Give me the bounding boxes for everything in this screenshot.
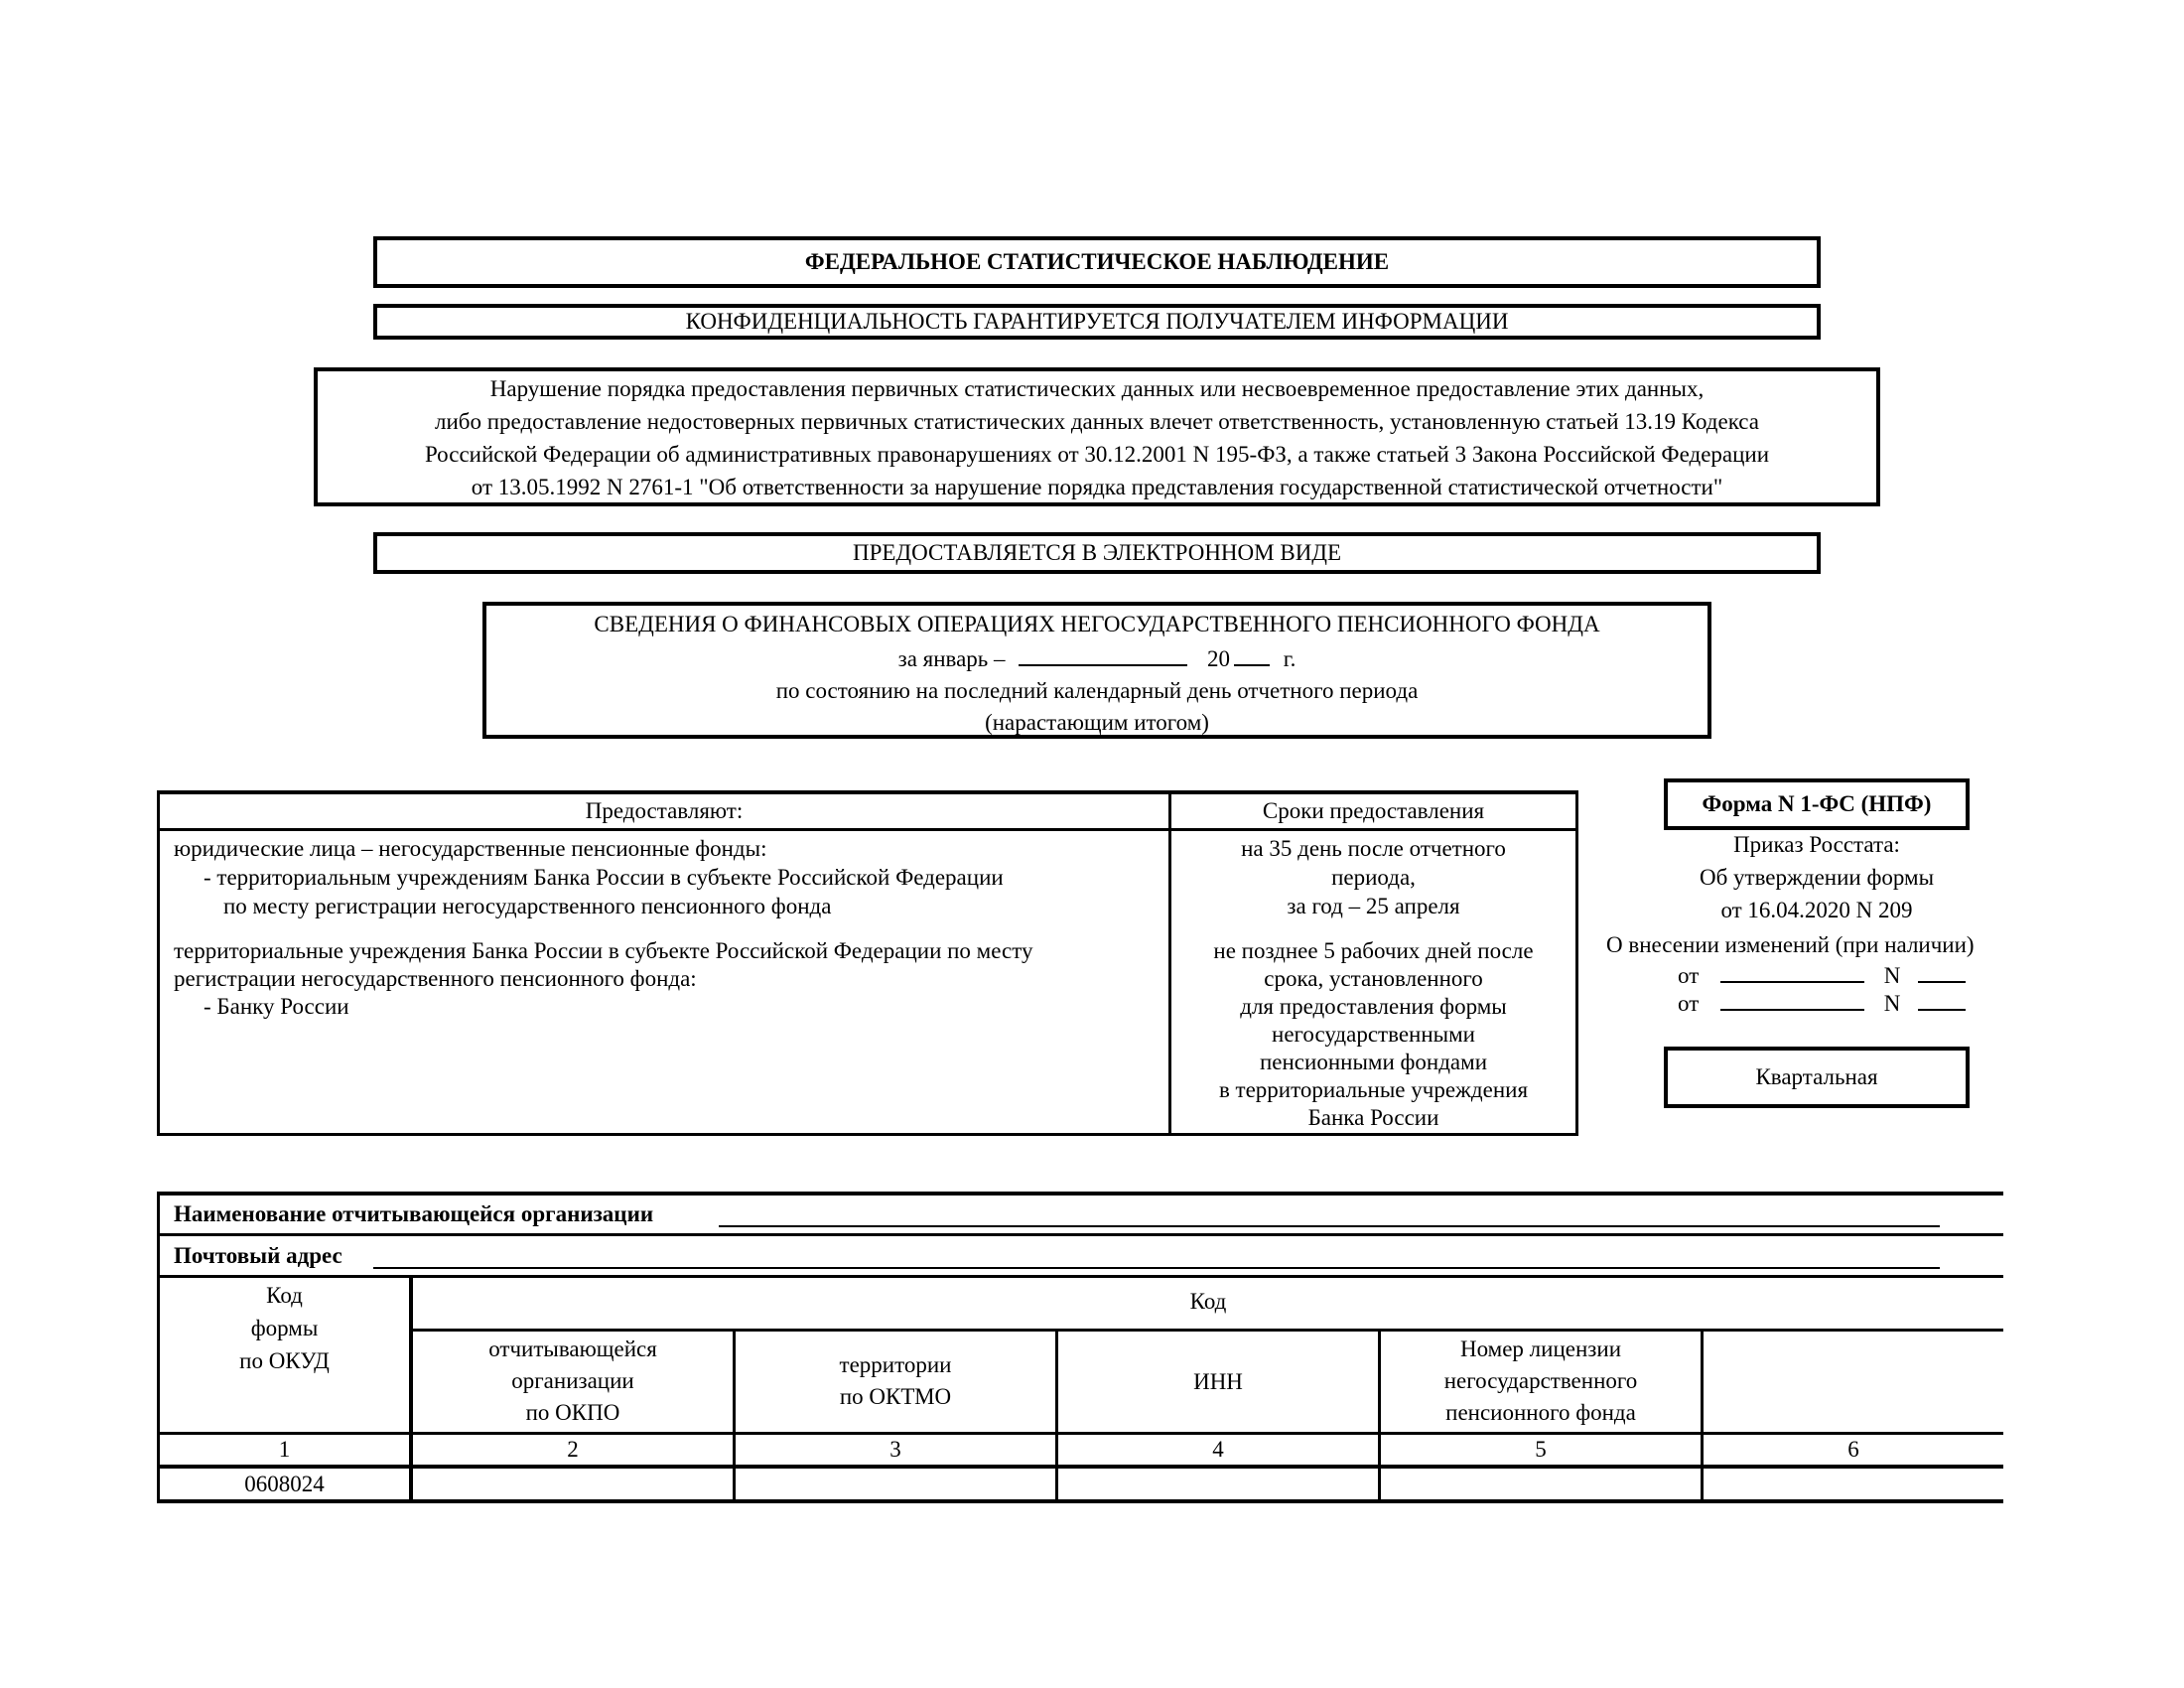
column-number: 6 <box>1847 1437 1859 1462</box>
report-state-line: по состоянию на последний календарный день отчетного периода <box>775 678 1419 703</box>
changes-line <box>1606 929 2003 961</box>
number-label: N <box>1883 991 1901 1016</box>
electronic-box <box>373 532 1821 574</box>
okud-header-line: по ОКУД <box>239 1348 330 1373</box>
report-cumulative: (нарастающим итогом) <box>985 710 1209 735</box>
report-title: СВЕДЕНИЯ О ФИНАНСОВЫХ ОПЕРАЦИЯХ НЕГОСУДАРСТВЕННОГО ПЕНСИОННОГО ФОНДА <box>594 612 1600 636</box>
from-label: от <box>1678 991 1700 1016</box>
okud-header-line: формы <box>250 1316 319 1340</box>
deadline-line: за год – 25 апреля <box>1287 894 1460 918</box>
license-header <box>1381 1334 1701 1429</box>
submitter-line: юридические лица – негосударственные пенсионные фонды: <box>174 836 767 861</box>
federal-observation-title: ФЕДЕРАЛЬНОЕ СТАТИСТИЧЕСКОЕ НАБЛЮДЕНИЕ <box>804 249 1390 274</box>
submitter-line: регистрации негосударственного пенсионного фонда: <box>174 966 697 991</box>
year-prefix: 20 <box>1207 646 1231 671</box>
okpo-header-line: по ОКПО <box>525 1400 620 1425</box>
oktmo-value-field[interactable] <box>736 1469 1055 1499</box>
periodicity-box <box>1664 1047 1970 1108</box>
confidentiality-box <box>373 304 1821 340</box>
deadline-line: периода, <box>1331 865 1416 890</box>
submitter-line: - территориальным учреждениям Банка России в субъекте Российской Федерации <box>204 865 1004 890</box>
submitters-block-1 <box>174 834 1157 920</box>
codes-table <box>157 1192 2003 1505</box>
change-row-1 <box>1678 961 1995 990</box>
change-row-2 <box>1678 989 1995 1018</box>
warning-line: Нарушение порядка предоставления первичных статистических данных или несвоевременное предоставление этих данных, <box>489 376 1705 401</box>
changes-text: О внесении изменений (при наличии) <box>1606 932 1975 957</box>
change-number-field-2[interactable] <box>1918 989 1966 1011</box>
report-period <box>486 640 1707 675</box>
submitter-line: - Банку России <box>204 994 349 1019</box>
org-name-field[interactable] <box>719 1225 1940 1227</box>
change-number-field-1[interactable] <box>1918 961 1966 983</box>
number-label: N <box>1883 963 1901 988</box>
warning-line: от 13.05.1992 N 2761-1 "Об ответственности за нарушение порядка представления государственной статистической отчетности" <box>471 475 1723 499</box>
from-label: от <box>1678 963 1700 988</box>
okud-header-line: Код <box>266 1283 303 1308</box>
electronic-text: ПРЕДОСТАВЛЯЕТСЯ В ЭЛЕКТРОННОМ ВИДЕ <box>852 540 1342 565</box>
deadline-line: в территориальные учреждения <box>1218 1077 1529 1102</box>
column-number: 4 <box>1212 1437 1224 1462</box>
deadline-block-1 <box>1171 834 1575 920</box>
order-line: Приказ Росстата: <box>1733 832 1900 857</box>
address-label: Почтовый адрес <box>174 1243 342 1268</box>
submitters-header: Предоставляют: <box>585 798 744 823</box>
warning-line: Российской Федерации об административных правонарушениях от 30.12.2001 N 195-ФЗ, а также статьей 3 Закона Российской Федерации <box>424 442 1770 467</box>
form-number-box <box>1664 778 1970 830</box>
column-number: 2 <box>567 1437 579 1462</box>
federal-observation-box <box>373 236 1821 288</box>
column-number: 3 <box>889 1437 901 1462</box>
order-line: Об утверждении формы <box>1699 865 1935 890</box>
deadlines-header: Сроки предоставления <box>1262 798 1485 823</box>
okpo-header <box>413 1334 733 1429</box>
license-header-line: негосударственного <box>1443 1368 1638 1393</box>
deadline-line: пенсионными фондами <box>1259 1050 1487 1074</box>
deadline-line: Банка России <box>1307 1105 1439 1130</box>
deadline-line: для предоставления формы <box>1240 994 1507 1019</box>
confidentiality-text: КОНФИДЕНЦИАЛЬНОСТЬ ГАРАНТИРУЕТСЯ ПОЛУЧАТЕЛЕМ ИНФОРМАЦИИ <box>685 309 1509 334</box>
license-header-line: Номер лицензии <box>1460 1336 1621 1361</box>
change-date-field-2[interactable] <box>1720 989 1864 1011</box>
okud-header <box>160 1279 409 1377</box>
deadline-line: негосударственными <box>1272 1022 1475 1047</box>
oktmo-header <box>736 1349 1055 1413</box>
org-name-label: Наименование отчитывающейся организации <box>174 1201 654 1226</box>
oktmo-header-line: территории <box>839 1352 952 1377</box>
warning-line: либо предоставление недостоверных первичных статистических данных влечет ответственность, установленную статьей 13.19 Кодекса <box>435 409 1759 434</box>
period-end-field[interactable] <box>1019 640 1187 666</box>
address-field[interactable] <box>373 1267 1940 1269</box>
okud-code-value: 0608024 <box>244 1472 325 1496</box>
submitter-line: по месту регистрации негосударственного пенсионного фонда <box>223 894 832 918</box>
change-date-field-1[interactable] <box>1720 961 1864 983</box>
order-info <box>1598 828 2035 926</box>
periodicity-text: Квартальная <box>1755 1064 1878 1089</box>
submitters-block-2 <box>174 937 1166 1021</box>
inn-header: ИНН <box>1193 1369 1243 1394</box>
column-number: 5 <box>1535 1437 1547 1462</box>
deadline-block-2 <box>1171 937 1575 1132</box>
period-prefix: за январь – <box>897 646 1006 671</box>
submitter-line: территориальные учреждения Банка России в субъекте Российской Федерации по месту <box>174 938 1033 963</box>
form-number: Форма N 1-ФС (НПФ) <box>1702 791 1932 816</box>
year-suffix: г. <box>1283 646 1297 671</box>
order-line: от 16.04.2020 N 209 <box>1720 898 1913 922</box>
col6-value-field[interactable] <box>1704 1469 2003 1499</box>
year-field[interactable] <box>1234 640 1270 666</box>
deadline-line: срока, установленного <box>1264 966 1483 991</box>
code-header: Код <box>1189 1289 1227 1314</box>
okpo-value-field[interactable] <box>413 1469 733 1499</box>
license-value-field[interactable] <box>1381 1469 1701 1499</box>
license-header-line: пенсионного фонда <box>1445 1400 1636 1425</box>
column-number: 1 <box>278 1437 291 1462</box>
report-title-box <box>482 602 1711 739</box>
deadline-line: не позднее 5 рабочих дней после <box>1213 938 1534 963</box>
inn-value-field[interactable] <box>1058 1469 1378 1499</box>
legal-warning-box <box>314 367 1880 506</box>
submitters-table <box>157 790 1578 1136</box>
okpo-header-line: организации <box>511 1368 634 1393</box>
oktmo-header-line: по ОКТМО <box>839 1384 952 1409</box>
okpo-header-line: отчитывающейся <box>488 1336 657 1361</box>
deadline-line: на 35 день после отчетного <box>1241 836 1506 861</box>
